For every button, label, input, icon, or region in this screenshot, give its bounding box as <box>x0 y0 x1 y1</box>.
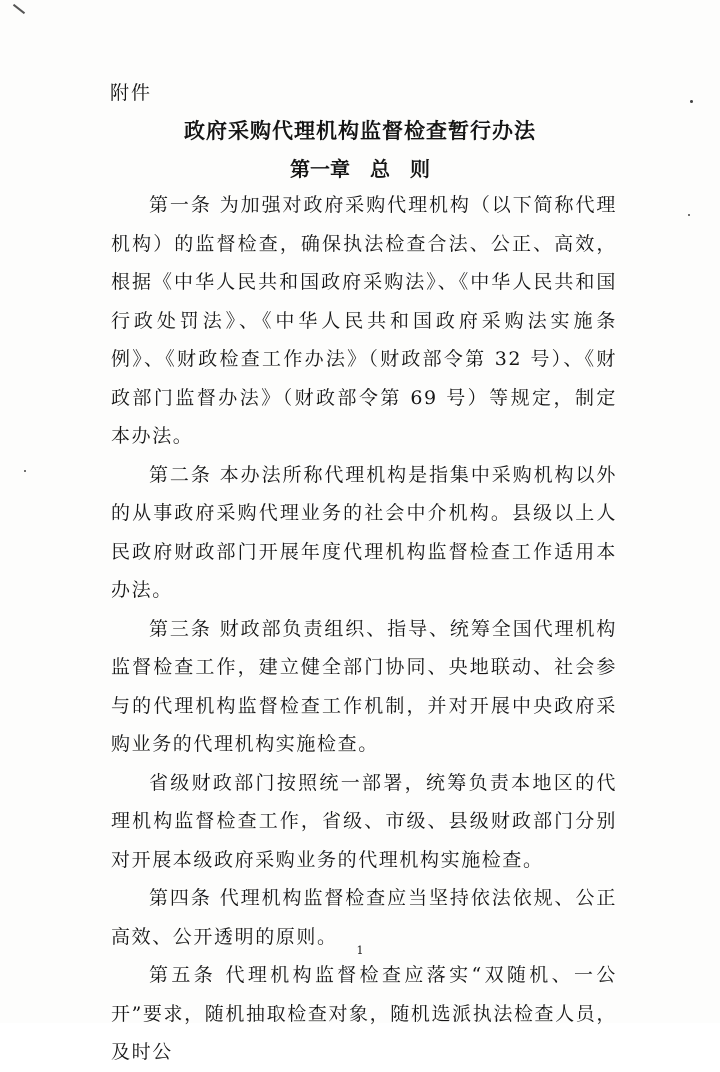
scan-mark <box>13 4 25 14</box>
article-4-paragraph: 第四条 代理机构监督检查应当坚持依法依规、公正高效、公开透明的原则。 <box>111 887 617 948</box>
article-1-paragraph: 第一条 为加强对政府采购代理机构（以下简称代理机构）的监督检查，确保执法检查合法、公正、高效，根据《中华人民共和国政府采购法》、《中华人民共和国行政处罚法》、《中华人民共和国政府采购法实施条例》、《财政检查工作办法》（财政部令第 32 号）、《财政部门监督办法》（财政部令第 69 号）等规定，制定本办法。 <box>111 194 617 447</box>
article-3-continuation-paragraph: 省级财政部门按照统一部署，统筹负责本地区的代理机构监督检查工作，省级、市级、县级财政部门分别对开展本级政府采购业务的代理机构实施检查。 <box>111 771 617 871</box>
scan-speck <box>24 470 26 472</box>
document-body <box>111 186 617 1072</box>
attachment-label: 附件 <box>110 82 153 104</box>
scan-speck <box>690 100 693 103</box>
article-5-paragraph: 第五条 代理机构监督检查应落实“双随机、一公开”要求，随机抽取检查对象，随机选派执法检查人员，及时公 <box>111 964 617 1063</box>
chapter-heading: 第一章 总 则 <box>290 157 430 181</box>
article-2-paragraph: 第二条 本办法所称代理机构是指集中采购机构以外的从事政府采购代理业务的社会中介机构。县级以上人民政府财政部门开展年度代理机构监督检查工作适用本办法。 <box>111 463 617 601</box>
article-3-paragraph: 第三条 财政部负责组织、指导、统筹全国代理机构监督检查工作，建立健全部门协同、央地联动、社会参与的代理机构监督检查工作机制，并对开展中央政府采购业务的代理机构实施检查。 <box>111 617 617 755</box>
page-number: 1 <box>356 944 364 957</box>
scan-speck <box>688 214 690 216</box>
document-title: 政府采购代理机构监督检查暂行办法 <box>184 119 536 143</box>
